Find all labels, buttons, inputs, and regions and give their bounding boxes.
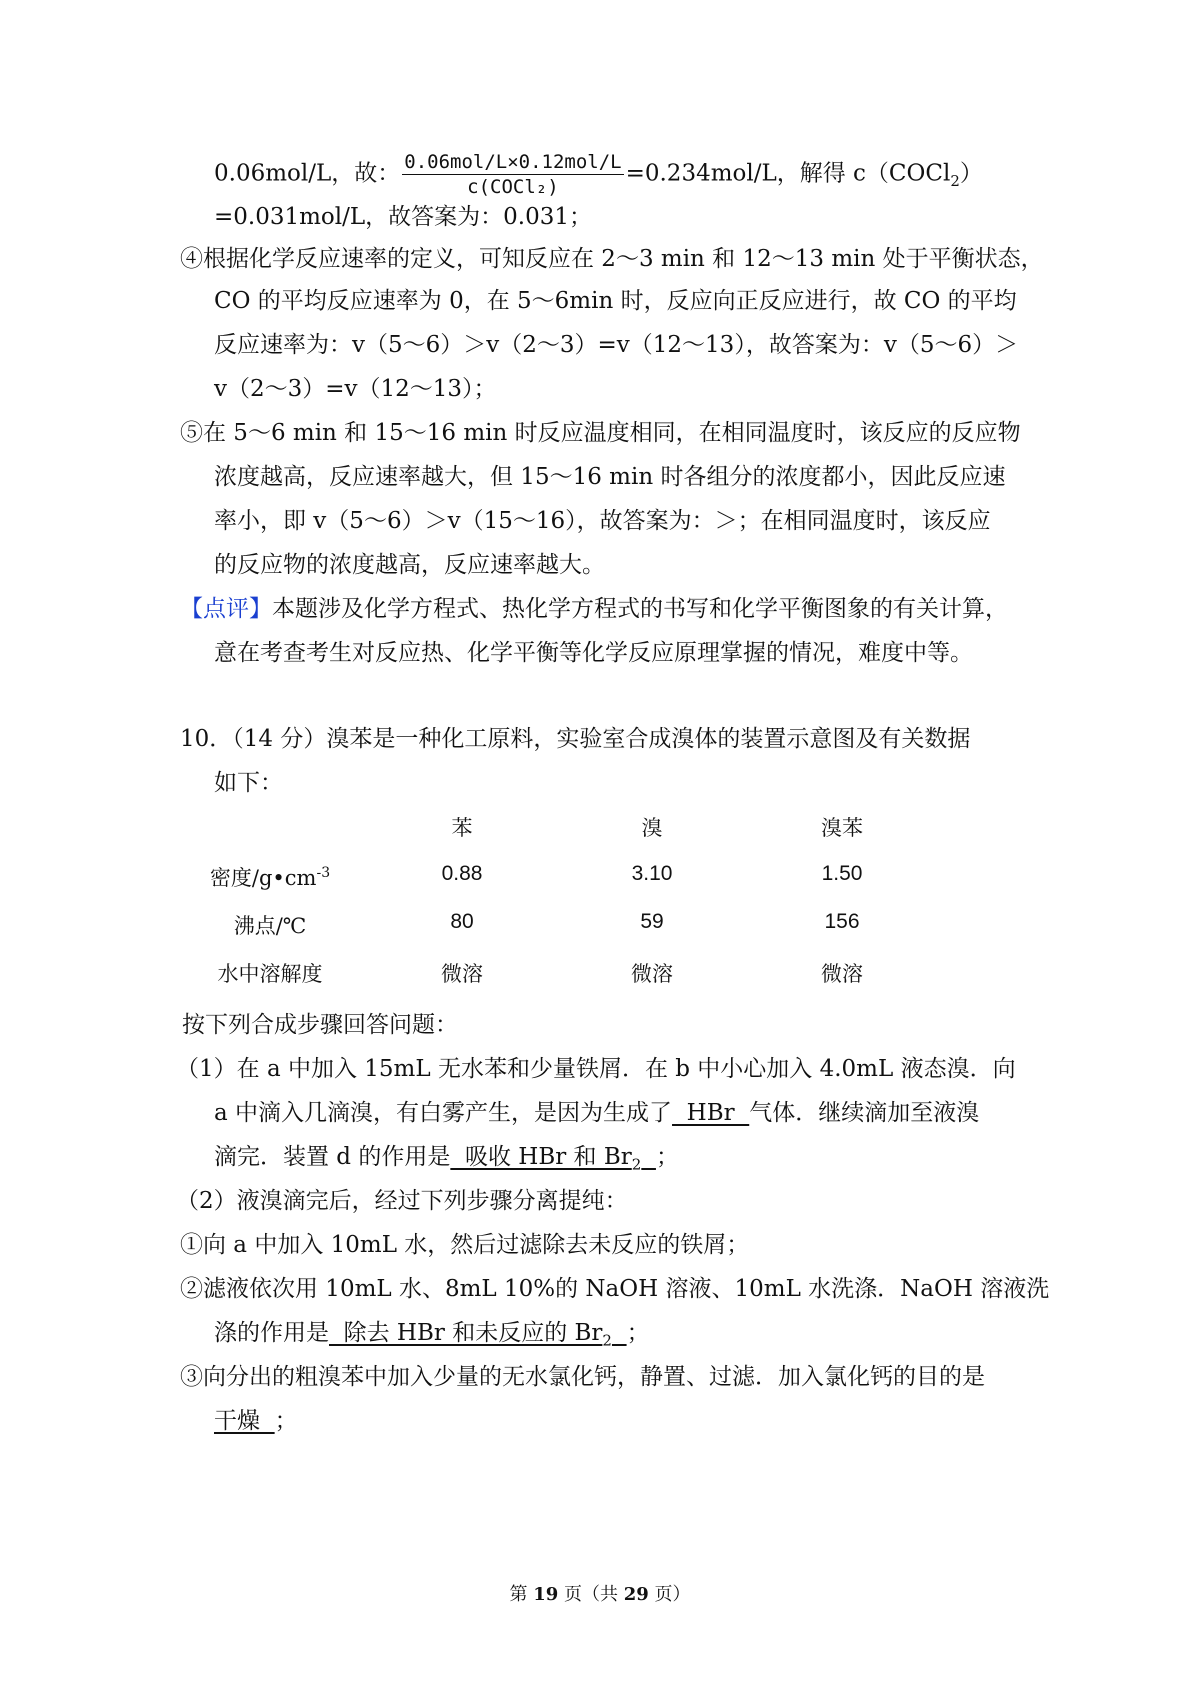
table-cell: 1.50: [821, 862, 863, 885]
subscript: 2: [950, 172, 960, 191]
table-cell: 微溶: [441, 962, 483, 986]
table-cell: 微溶: [631, 962, 673, 986]
question-heading: 10．（14 分）溴苯是一种化工原料，实验室合成溴体的装置示意图及有关数据: [180, 726, 971, 752]
text-line: ④根据化学反应速率的定义，可知反应在 2～3 min 和 12～13 min 处于平衡状态，: [180, 246, 1044, 272]
text-line: =0.031mol/L，故答案为：0.031；: [214, 204, 592, 230]
text-segment: a 中滴入几滴溴，有白雾产生，是因为生成了: [214, 1100, 673, 1126]
text-segment: =0.234mol/L，解得 c（COCl: [625, 160, 951, 187]
table-row: [200, 862, 1000, 892]
answer-blank: 除去 HBr 和未反应的 $Br_2$: [329, 1320, 612, 1350]
table-cell: 156: [824, 910, 860, 933]
table-cell: 0.88: [441, 862, 483, 885]
text-line: 浓度越高，反应速率越大，但 15～16 min 时各组分的浓度都小，因此反应速: [214, 464, 1006, 490]
text-line: ①向 a 中加入 10mL 水，然后过滤除去未反应的铁屑；: [180, 1232, 750, 1258]
text-line: v（2～3）=v（12～13）；: [214, 376, 497, 402]
text-line: [214, 1098, 979, 1128]
total-pages: 29: [623, 1584, 649, 1605]
text-line: [214, 1142, 679, 1180]
text-segment: ）: [959, 160, 983, 187]
text-line: 的反应物的浓度越高，反应速率越大。: [214, 552, 605, 578]
text-line: ③向分出的粗溴苯中加入少量的无水氯化钙，静置、过滤．加入氯化钙的目的是: [180, 1364, 985, 1390]
answer-blank: 干燥: [214, 1408, 275, 1434]
row-label: 沸点/℃: [233, 914, 307, 938]
answer-blank: 吸收 HBr 和 $Br_2$: [450, 1144, 642, 1174]
row-label: 水中溶解度: [217, 962, 323, 986]
text-line: 如下：: [214, 770, 283, 796]
row-label: 密度$/g•cm^{-3}$: [209, 865, 331, 890]
text-line: ②滤液依次用 10mL 水、8mL 10%的 NaOH 溶液、10mL 水洗涤．NaOH 溶液洗: [180, 1276, 1050, 1302]
text-line: （2）液溴滴完后，经过下列步骤分离提纯：: [176, 1188, 628, 1214]
text-segment: 0.06mol/L，故：: [214, 160, 401, 187]
text-segment: ；: [626, 1320, 650, 1346]
text-segment: 滴完．装置 d 的作用是: [214, 1144, 451, 1170]
page-footer: 第 19 页（共 29 页）: [509, 1584, 691, 1605]
fraction-denominator: c(COCl₂): [467, 176, 559, 198]
text-segment: 本题涉及化学方程式、热化学方程式的书写和化学平衡图象的有关计算，: [272, 596, 1008, 622]
page-number: 19: [533, 1584, 559, 1605]
table-cell: 59: [640, 910, 664, 933]
text-line: ⑤在 5～6 min 和 15～16 min 时反应温度相同，在相同温度时，该反应的反应物: [180, 420, 1021, 446]
text-line: 反应速率为：v（5～6）＞v（2～3）=v（12～13），故答案为：v（5～6）＞: [214, 332, 1019, 358]
text-line: （1）在 a 中加入 15mL 无水苯和少量铁屑．在 b 中小心加入 4.0mL 液态溴．向: [176, 1056, 1016, 1082]
table-cell: 3.10: [631, 862, 673, 885]
fraction-numerator: 0.06mol/L×0.12mol/L: [404, 151, 622, 173]
text-line: [214, 1406, 298, 1436]
table-row: [200, 958, 1000, 988]
text-line: [214, 1318, 650, 1356]
fraction: [402, 150, 623, 199]
table-header: 溴苯: [821, 816, 863, 840]
table-header: 苯: [451, 816, 473, 840]
text-segment: ；: [274, 1408, 298, 1434]
answer-blank: HBr: [672, 1100, 750, 1126]
table-cell: 80: [450, 910, 474, 933]
text-line: CO 的平均反应速率为 0，在 5～6min 时，反应向正反应进行，故 CO 的平均: [214, 288, 1017, 314]
text-line: 按下列合成步骤回答问题：: [182, 1012, 458, 1038]
text-line: 意在考查考生对反应热、化学平衡等化学反应原理掌握的情况，难度中等。: [214, 640, 973, 666]
comment-tag: 【点评】: [180, 596, 272, 622]
table-cell: 微溶: [821, 962, 863, 986]
table-header: 溴: [641, 816, 663, 840]
text-line: 率小，即 v（5～6）＞v（15～16），故答案为：＞；在相同温度时，该反应: [214, 508, 991, 534]
text-segment: ；: [655, 1144, 679, 1170]
text-line: [214, 150, 983, 199]
table-header-row: [200, 812, 1000, 842]
text-segment: 涤的作用是: [214, 1320, 329, 1346]
table-row: [200, 910, 1000, 940]
text-line: [180, 594, 1008, 624]
text-segment: 气体．继续滴加至液溴: [749, 1100, 980, 1126]
